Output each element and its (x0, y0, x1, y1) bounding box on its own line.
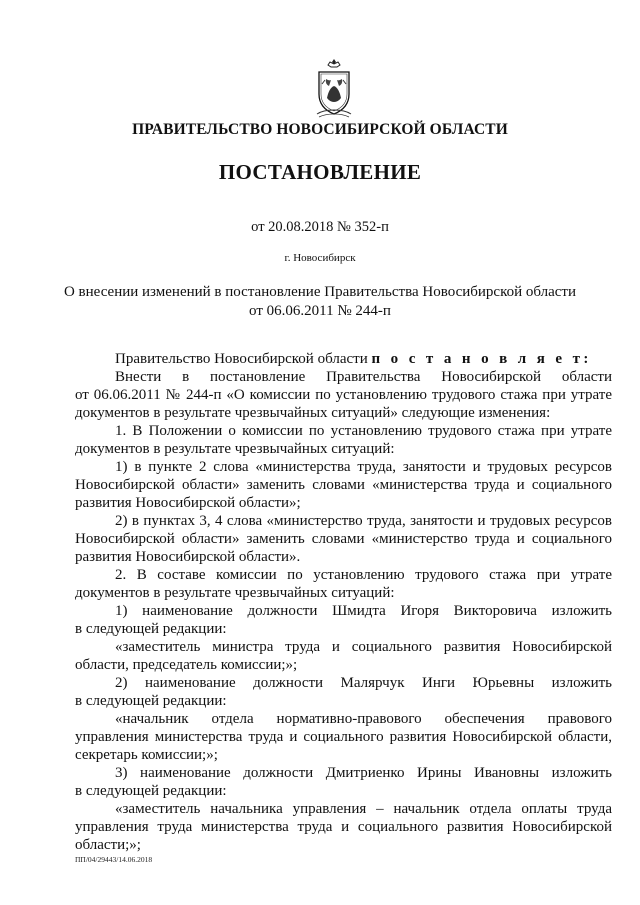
document-type: ПОСТАНОВЛЕНИЕ (218, 160, 422, 184)
body-line: Новосибирской области» заменить словами «министерство труда и социального (75, 531, 612, 547)
subject-line: от 06.06.2011 № 244-п (249, 303, 391, 319)
intro-paragraph (75, 350, 612, 368)
body-line: 2) наименование должности Малярчук Инги Юрьевны изложить (115, 675, 612, 691)
body-line: Новосибирской области» заменить словами «министерства труда и социального (75, 477, 612, 493)
body-line: документов в результате чрезвычайных ситуаций: (75, 585, 395, 601)
body-line: «заместитель начальника управления – начальник отдела оплаты труда (115, 801, 612, 817)
document-date-number: от 20.08.2018 № 352-п (251, 219, 389, 235)
body-line: «начальник отдела нормативно-правового обеспечения правового (115, 711, 612, 727)
body-line: 1) в пункте 2 слова «министерства труда, занятости и трудовых ресурсов (115, 459, 612, 475)
body-line: 1) наименование должности Шмидта Игоря Викторовича изложить (115, 603, 612, 619)
body-line: развития Новосибирской области»; (75, 495, 301, 511)
body-line: 1. В Положении о комиссии по установлению трудового стажа при утрате (115, 423, 612, 439)
body-line: 2) в пунктах 3, 4 слова «министерство труда, занятости и трудовых ресурсов (115, 513, 612, 529)
coat-of-arms-icon (315, 58, 353, 120)
body-line: 3) наименование должности Дмитриенко Ирины Ивановны изложить (115, 765, 612, 781)
document-subject (40, 283, 600, 321)
body-line: документов в результате чрезвычайных ситуаций: (75, 441, 395, 457)
body-line: области;»; (75, 837, 141, 853)
body-line: управления труда министерства труда и социального развития Новосибирской (75, 819, 612, 835)
subject-line: О внесении изменений в постановление Правительства Новосибирской области (63, 284, 577, 300)
body-line: секретарь комиссии;»; (75, 747, 218, 763)
body-line: документов в результате чрезвычайных ситуаций» следующие изменения: (75, 405, 551, 421)
body-line: в следующей редакции: (75, 783, 227, 799)
body-line: управления министерства труда и социального развития Новосибирской области, (75, 729, 612, 745)
intro-text: Правительство Новосибирской области (115, 351, 372, 367)
resolve-word: п о с т а н о в л я е т: (371, 351, 592, 367)
body-line: области, председатель комиссии;»; (75, 657, 298, 673)
body-line: «заместитель министра труда и социального развития Новосибирской (115, 639, 612, 655)
body-line: Внести в постановление Правительства Новосибирской области (115, 369, 612, 385)
government-name: ПРАВИТЕЛЬСТВО НОВОСИБИРСКОЙ ОБЛАСТИ (132, 121, 508, 138)
body-line: в следующей редакции: (75, 621, 227, 637)
body-line: от 06.06.2011 № 244-п «О комиссии по установлению трудового стажа при утрате (75, 387, 612, 403)
body-line: 2. В составе комиссии по установлению трудового стажа при утрате (115, 567, 612, 583)
document-code: ПП/04/29443/14.06.2018 (75, 855, 153, 864)
document-body (75, 350, 612, 854)
body-line: развития Новосибирской области». (75, 549, 301, 565)
body-line: в следующей редакции: (75, 693, 227, 709)
document-city: г. Новосибирск (284, 252, 356, 264)
